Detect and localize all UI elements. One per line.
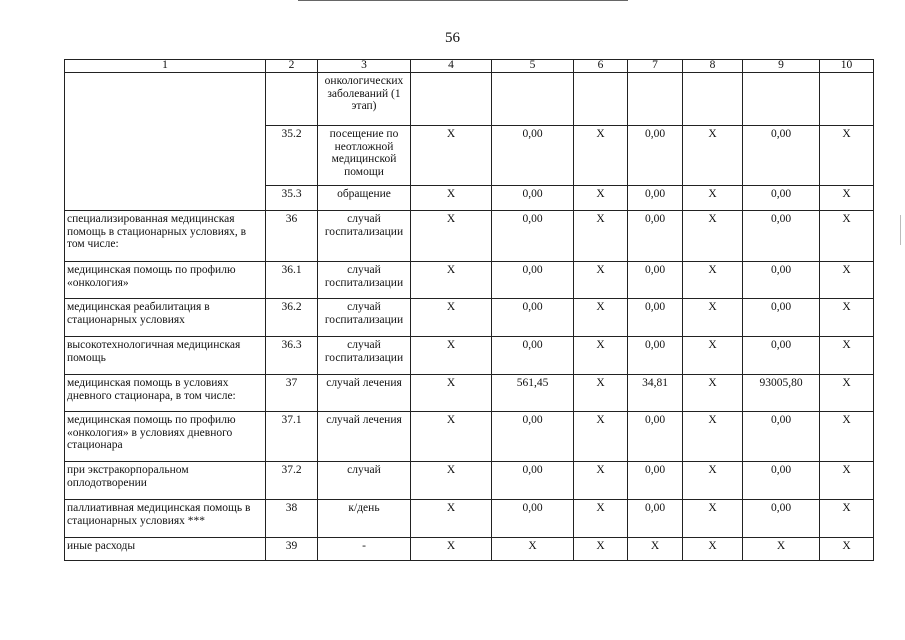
page-number: 56 [445,30,460,46]
table-row [65,337,874,375]
cell: 34,81 [628,375,683,412]
cell: 0,00 [628,299,683,337]
table-row [65,412,874,462]
row-unit: случай лечения [318,412,411,462]
cell: Х [820,299,874,337]
cell: Х [820,375,874,412]
row-code [266,73,318,126]
cell: Х [683,538,743,561]
cell: Х [492,538,574,561]
cell: 0,00 [628,412,683,462]
cell: Х [683,211,743,262]
column-header: 4 [411,60,492,73]
cell: 0,00 [743,412,820,462]
row-unit: к/день [318,500,411,538]
cell: Х [411,412,492,462]
cell: Х [574,462,628,500]
cell: Х [820,462,874,500]
table-row [65,538,874,561]
cell: Х [743,538,820,561]
top-rule [298,0,628,1]
row-code: 38 [266,500,318,538]
cell: Х [574,500,628,538]
cell: Х [411,299,492,337]
cell: 0,00 [628,462,683,500]
cell: Х [820,262,874,299]
row-code: 37.1 [266,412,318,462]
cell: 0,00 [492,126,574,186]
column-number-row [65,60,874,73]
cell: 0,00 [492,262,574,299]
cell: Х [411,126,492,186]
cell: 0,00 [743,337,820,375]
row-unit: онкологических заболеваний (1 этап) [318,73,411,126]
cell: Х [683,375,743,412]
margin-mark [900,215,902,245]
row-unit: посещение по неотложной медицинской помощи [318,126,411,186]
table-row [65,375,874,412]
cell: Х [411,186,492,211]
cell: Х [574,211,628,262]
column-header: 3 [318,60,411,73]
cell: 0,00 [743,126,820,186]
cell: Х [411,262,492,299]
cell: Х [411,538,492,561]
row-unit: - [318,538,411,561]
table-row [65,73,874,126]
cell: Х [411,211,492,262]
cell: 0,00 [492,186,574,211]
cell: Х [820,337,874,375]
row-unit: случай [318,462,411,500]
cell: 0,00 [743,462,820,500]
cell [743,73,820,126]
row-label: медицинская помощь по профилю «онкология» [65,262,266,299]
row-label: при экстракорпоральном оплодотворении [65,462,266,500]
cell: 0,00 [492,462,574,500]
cell: 0,00 [743,186,820,211]
cell: Х [683,262,743,299]
row-unit: случай госпитализации [318,337,411,375]
row-label: медицинская реабилитация в стационарных условиях [65,299,266,337]
cell: Х [574,186,628,211]
column-header: 5 [492,60,574,73]
row-label [65,73,266,211]
row-code: 36.1 [266,262,318,299]
cell: 0,00 [743,299,820,337]
cell: Х [683,126,743,186]
cell: Х [574,538,628,561]
column-header: 9 [743,60,820,73]
row-code: 36 [266,211,318,262]
cell: Х [820,538,874,561]
cell: 0,00 [492,299,574,337]
cell: Х [574,375,628,412]
cell: Х [683,337,743,375]
column-header: 2 [266,60,318,73]
row-unit: случай госпитализации [318,211,411,262]
cell: 0,00 [628,262,683,299]
cell: Х [411,462,492,500]
cell: Х [574,126,628,186]
cell: Х [820,412,874,462]
cell: Х [683,299,743,337]
row-label: медицинская помощь по профилю «онкология» в условиях дневного стационара [65,412,266,462]
row-label: паллиативная медицинская помощь в стационарных условиях *** [65,500,266,538]
cell: 0,00 [628,186,683,211]
column-header: 7 [628,60,683,73]
row-unit: случай лечения [318,375,411,412]
column-header: 1 [65,60,266,73]
cell: 0,00 [628,500,683,538]
row-unit: обращение [318,186,411,211]
cell: Х [683,500,743,538]
cell [411,73,492,126]
row-code: 36.2 [266,299,318,337]
cell [628,73,683,126]
cell: 0,00 [492,500,574,538]
cell: Х [683,412,743,462]
cell [574,73,628,126]
cell: 0,00 [628,211,683,262]
table-row [65,500,874,538]
cell: Х [683,462,743,500]
cell: Х [411,500,492,538]
cell [683,73,743,126]
row-label: медицинская помощь в условиях дневного стационара, в том числе: [65,375,266,412]
cell [820,73,874,126]
cell: Х [574,337,628,375]
row-label: иные расходы [65,538,266,561]
row-label: специализированная медицинская помощь в стационарных условиях, в том числе: [65,211,266,262]
row-code: 39 [266,538,318,561]
cell: Х [574,412,628,462]
cell: 93005,80 [743,375,820,412]
cell: Х [820,126,874,186]
cell: 0,00 [628,126,683,186]
cell: Х [411,337,492,375]
row-code: 37 [266,375,318,412]
row-code: 35.2 [266,126,318,186]
cell: 0,00 [492,211,574,262]
cell [492,73,574,126]
column-header: 10 [820,60,874,73]
cell: Х [574,262,628,299]
cell: 0,00 [743,211,820,262]
cell: 0,00 [743,500,820,538]
row-unit: случай госпитализации [318,262,411,299]
cell: Х [411,375,492,412]
cell: 0,00 [492,337,574,375]
row-code: 36.3 [266,337,318,375]
cell: 0,00 [743,262,820,299]
cell: Х [628,538,683,561]
cell: 0,00 [492,412,574,462]
cell: Х [574,299,628,337]
cell: 561,45 [492,375,574,412]
column-header: 8 [683,60,743,73]
cell: Х [820,186,874,211]
row-code: 37.2 [266,462,318,500]
cell: Х [683,186,743,211]
cell: Х [820,500,874,538]
cell: 0,00 [628,337,683,375]
column-header: 6 [574,60,628,73]
table-row [65,262,874,299]
data-table [64,59,874,561]
table-row [65,462,874,500]
cell: Х [820,211,874,262]
row-code: 35.3 [266,186,318,211]
table-row [65,211,874,262]
row-label: высокотехнологичная медицинская помощь [65,337,266,375]
row-unit: случай госпитализации [318,299,411,337]
table-row [65,299,874,337]
